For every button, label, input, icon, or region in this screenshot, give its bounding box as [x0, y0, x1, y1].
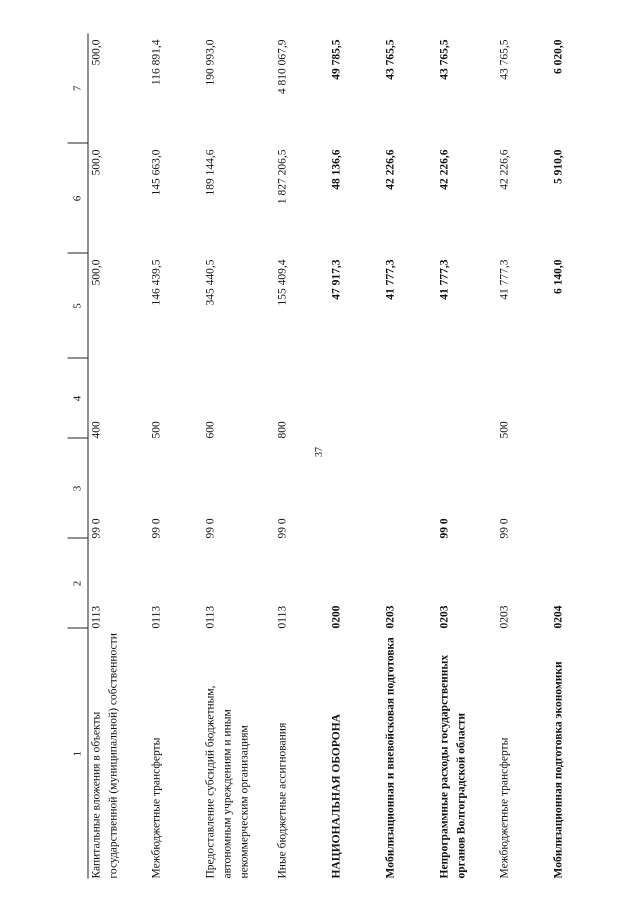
page-number: 37	[314, 447, 325, 457]
amount-col5: 41 777,3	[438, 259, 451, 300]
section-code: 0113	[204, 605, 217, 629]
amount-col5: 41 777,3	[384, 259, 397, 300]
amount-col5: 6 140,0	[552, 259, 565, 294]
amount-col6: 189 144,6	[204, 149, 217, 196]
column-number-row	[68, 34, 89, 879]
program-code: 99 0	[438, 518, 451, 539]
section-code: 0203	[438, 605, 451, 629]
column-number: 4	[68, 359, 89, 439]
amount-col7: 6 020,0	[552, 39, 565, 74]
section-code: 0204	[552, 605, 565, 629]
row-name: Непрограммные расходы государственных органов Волгоградской области	[438, 654, 468, 879]
program-code	[383, 439, 437, 539]
table-row	[203, 34, 275, 879]
expense-type-code: 500	[150, 421, 163, 439]
amount-col6: 145 663,0	[150, 149, 163, 196]
program-code: 99 0	[276, 518, 289, 539]
amount-col6: 42 226,6	[438, 149, 451, 190]
amount-col6: 500,0	[90, 149, 103, 176]
row-name: Предоставление субсидий бюджетным, автономным учреждениям и иным некоммерческим организациям	[204, 685, 251, 879]
section-code: 0113	[90, 605, 103, 629]
section-code: 0113	[276, 605, 289, 629]
column-number: 1	[68, 629, 89, 879]
column-number: 5	[68, 254, 89, 359]
table-row	[497, 34, 551, 879]
expense-type-code	[329, 359, 383, 439]
row-name: Мобилизационная и вневойсковая подготовка	[384, 637, 397, 879]
row-name: НАЦИОНАЛЬНАЯ ОБОРОНА	[330, 713, 343, 879]
row-name: Мобилизационная подготовка экономики	[552, 661, 565, 879]
expense-type-code: 600	[204, 421, 217, 439]
amount-col6: 42 226,6	[498, 149, 511, 190]
expense-type-code	[437, 359, 497, 439]
table-row	[551, 34, 605, 879]
budget-table	[68, 34, 605, 879]
section-code: 0200	[330, 605, 343, 629]
section-code: 0113	[150, 605, 163, 629]
row-name: Межбюджетные трансферты	[498, 737, 511, 879]
budget-table-sheet	[68, 34, 565, 879]
table-row	[383, 34, 437, 879]
table-row	[275, 34, 329, 879]
row-name: Капитальные вложения в объекты государственной (муниципальной) собственности	[90, 633, 120, 879]
program-code: 99 0	[498, 518, 511, 539]
table-row	[437, 34, 497, 879]
amount-col7: 43 765,5	[384, 39, 397, 80]
expense-type-code: 800	[276, 421, 289, 439]
program-code	[329, 439, 383, 539]
amount-col6: 48 136,6	[330, 149, 343, 190]
row-name: Иные бюджетные ассигнования	[276, 722, 289, 879]
amount-col7: 190 993,0	[204, 39, 217, 86]
amount-col7: 116 891,4	[150, 39, 163, 86]
section-code: 0203	[384, 605, 397, 629]
column-number: 6	[68, 144, 89, 254]
amount-col5: 41 777,3	[498, 259, 511, 300]
amount-col7: 49 785,5	[330, 39, 343, 80]
program-code: 99 0	[150, 518, 163, 539]
amount-col7: 4 810 067,9	[276, 39, 289, 95]
section-code: 0203	[498, 605, 511, 629]
table-row	[329, 34, 383, 879]
table-row	[88, 34, 149, 879]
expense-type-code: 500	[498, 421, 511, 439]
amount-col6: 5 910,0	[552, 149, 565, 184]
column-number: 3	[68, 439, 89, 539]
row-name: Межбюджетные трансферты	[150, 737, 163, 879]
amount-col7: 43 765,5	[498, 39, 511, 80]
amount-col6: 1 827 206,5	[276, 149, 289, 205]
amount-col7: 43 765,5	[438, 39, 451, 80]
amount-col5: 155 409,4	[276, 259, 289, 306]
column-number: 2	[68, 539, 89, 629]
program-code: 99 0	[204, 518, 217, 539]
amount-col7: 500,0	[90, 39, 103, 66]
amount-col5: 47 917,3	[330, 259, 343, 300]
amount-col6: 42 226,6	[384, 149, 397, 190]
amount-col5: 345 440,5	[204, 259, 217, 306]
expense-type-code	[551, 359, 605, 439]
program-code: 99 0	[90, 518, 103, 539]
program-code	[551, 439, 605, 539]
table-row	[149, 34, 203, 879]
expense-type-code: 400	[90, 421, 103, 439]
amount-col5: 146 439,5	[150, 259, 163, 306]
column-number: 7	[68, 34, 89, 144]
amount-col5: 500,0	[90, 259, 103, 286]
expense-type-code	[383, 359, 437, 439]
